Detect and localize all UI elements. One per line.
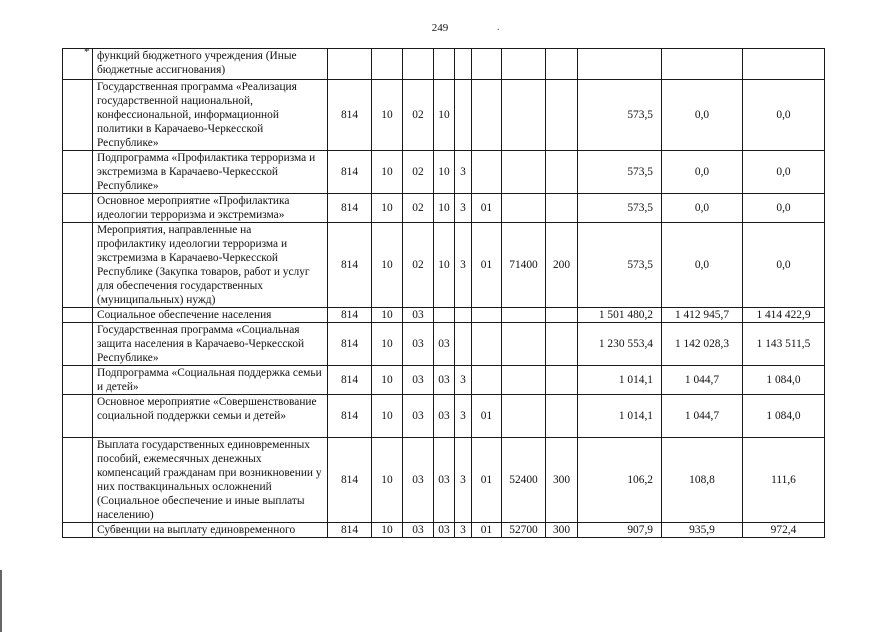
code-section: 10 bbox=[372, 194, 403, 223]
code-subsection: 03 bbox=[403, 323, 434, 366]
amount-year-3: 0,0 bbox=[743, 151, 825, 194]
table-row bbox=[63, 80, 825, 151]
amount-year-1: 1 014,1 bbox=[578, 395, 662, 438]
amount-year-2: 0,0 bbox=[662, 80, 743, 151]
code-activity: 01 bbox=[472, 523, 502, 538]
code-program: 03 bbox=[434, 323, 455, 366]
amount-year-1 bbox=[578, 49, 662, 80]
table-row bbox=[63, 323, 825, 366]
amount-year-1: 106,2 bbox=[578, 438, 662, 523]
amount-year-3: 0,0 bbox=[743, 194, 825, 223]
code-program: 03 bbox=[434, 523, 455, 538]
code-program: 10 bbox=[434, 80, 455, 151]
row-name: Основное мероприятие «Совершенствование социальной поддержки семьи и детей» bbox=[93, 395, 328, 438]
code-expense-type bbox=[546, 366, 578, 395]
code-activity bbox=[472, 80, 502, 151]
amount-year-1: 1 501 480,2 bbox=[578, 308, 662, 323]
code-program: 10 bbox=[434, 194, 455, 223]
amount-year-2: 0,0 bbox=[662, 151, 743, 194]
margin-cell bbox=[63, 395, 93, 438]
page-number: 249 bbox=[431, 22, 449, 34]
code-section: 10 bbox=[372, 366, 403, 395]
code-activity bbox=[472, 49, 502, 80]
code-subsection: 02 bbox=[403, 194, 434, 223]
code-ministry bbox=[328, 49, 372, 80]
code-program bbox=[434, 308, 455, 323]
code-expense-type bbox=[546, 395, 578, 438]
amount-year-2: 1 044,7 bbox=[662, 395, 743, 438]
amount-year-3: 0,0 bbox=[743, 80, 825, 151]
code-direction bbox=[502, 366, 546, 395]
table-row bbox=[63, 523, 825, 538]
code-subsection: 03 bbox=[403, 366, 434, 395]
amount-year-3: 1 414 422,9 bbox=[743, 308, 825, 323]
amount-year-2: 935,9 bbox=[662, 523, 743, 538]
code-subsection: 02 bbox=[403, 151, 434, 194]
code-ministry: 814 bbox=[328, 194, 372, 223]
code-direction bbox=[502, 323, 546, 366]
code-subprogram bbox=[455, 308, 472, 323]
code-activity: 01 bbox=[472, 438, 502, 523]
table-row bbox=[63, 49, 825, 80]
row-name: функций бюджетного учреждения (Иные бюджетные ассигнования) bbox=[93, 49, 328, 80]
code-section: 10 bbox=[372, 223, 403, 308]
code-expense-type bbox=[546, 80, 578, 151]
table-row bbox=[63, 366, 825, 395]
amount-year-2: 108,8 bbox=[662, 438, 743, 523]
code-activity bbox=[472, 151, 502, 194]
code-subprogram bbox=[455, 323, 472, 366]
code-activity bbox=[472, 308, 502, 323]
code-ministry: 814 bbox=[328, 308, 372, 323]
amount-year-3: 1 143 511,5 bbox=[743, 323, 825, 366]
code-section bbox=[372, 49, 403, 80]
code-ministry: 814 bbox=[328, 323, 372, 366]
code-section: 10 bbox=[372, 80, 403, 151]
code-section: 10 bbox=[372, 308, 403, 323]
code-expense-type bbox=[546, 194, 578, 223]
code-activity bbox=[472, 323, 502, 366]
margin-cell bbox=[63, 223, 93, 308]
code-direction bbox=[502, 80, 546, 151]
amount-year-1: 573,5 bbox=[578, 223, 662, 308]
row-name: Выплата государственных единовременных пособий, ежемесячных денежных компенсаций гражданам при возникновении у них поствакцинальных осложнений (Социальное обеспечение и иные выплаты населению) bbox=[93, 438, 328, 523]
row-name: Государственная программа «Реализация государственной национальной, конфессиональной, информационной политики в Карачаево-Черкесской Республике» bbox=[93, 80, 328, 151]
amount-year-1: 1 230 553,4 bbox=[578, 323, 662, 366]
margin-cell bbox=[63, 194, 93, 223]
table-row bbox=[63, 308, 825, 323]
amount-year-3 bbox=[743, 49, 825, 80]
code-direction bbox=[502, 151, 546, 194]
code-direction: 52400 bbox=[502, 438, 546, 523]
row-name: Подпрограмма «Профилактика терроризма и экстремизма в Карачаево-Черкесской Республике» bbox=[93, 151, 328, 194]
code-program: 03 bbox=[434, 366, 455, 395]
margin-cell bbox=[63, 49, 93, 80]
code-direction bbox=[502, 395, 546, 438]
code-ministry: 814 bbox=[328, 80, 372, 151]
table-row bbox=[63, 194, 825, 223]
code-subprogram: 3 bbox=[455, 366, 472, 395]
code-program bbox=[434, 49, 455, 80]
budget-table bbox=[62, 48, 825, 538]
code-ministry: 814 bbox=[328, 395, 372, 438]
code-ministry: 814 bbox=[328, 223, 372, 308]
amount-year-2 bbox=[662, 49, 743, 80]
code-program: 03 bbox=[434, 395, 455, 438]
amount-year-2: 0,0 bbox=[662, 223, 743, 308]
code-section: 10 bbox=[372, 438, 403, 523]
code-activity: 01 bbox=[472, 395, 502, 438]
code-expense-type: 300 bbox=[546, 523, 578, 538]
code-subsection: 03 bbox=[403, 438, 434, 523]
table-row bbox=[63, 395, 825, 438]
stray-mark: . bbox=[497, 22, 500, 33]
code-subprogram: 3 bbox=[455, 223, 472, 308]
code-direction bbox=[502, 49, 546, 80]
code-activity bbox=[472, 366, 502, 395]
code-subsection bbox=[403, 49, 434, 80]
amount-year-1: 573,5 bbox=[578, 80, 662, 151]
code-ministry: 814 bbox=[328, 151, 372, 194]
amount-year-1: 573,5 bbox=[578, 151, 662, 194]
margin-cell bbox=[63, 80, 93, 151]
row-name: Основное мероприятие «Профилактика идеологии терроризма и экстремизма» bbox=[93, 194, 328, 223]
code-ministry: 814 bbox=[328, 523, 372, 538]
amount-year-1: 573,5 bbox=[578, 194, 662, 223]
row-name: Государственная программа «Социальная защита населения в Карачаево-Черкесской Республике» bbox=[93, 323, 328, 366]
margin-cell bbox=[63, 523, 93, 538]
code-expense-type: 300 bbox=[546, 438, 578, 523]
code-activity: 01 bbox=[472, 194, 502, 223]
code-subprogram: 3 bbox=[455, 151, 472, 194]
code-section: 10 bbox=[372, 323, 403, 366]
code-section: 10 bbox=[372, 395, 403, 438]
code-subsection: 03 bbox=[403, 395, 434, 438]
code-direction: 52700 bbox=[502, 523, 546, 538]
code-subprogram bbox=[455, 80, 472, 151]
code-subprogram: 3 bbox=[455, 438, 472, 523]
code-subprogram: 3 bbox=[455, 194, 472, 223]
amount-year-3: 972,4 bbox=[743, 523, 825, 538]
code-subprogram: 3 bbox=[455, 395, 472, 438]
code-expense-type bbox=[546, 151, 578, 194]
amount-year-2: 0,0 bbox=[662, 194, 743, 223]
code-expense-type: 200 bbox=[546, 223, 578, 308]
scan-edge-line bbox=[0, 570, 2, 632]
row-name: Субвенции на выплату единовременного bbox=[93, 523, 328, 538]
margin-cell bbox=[63, 366, 93, 395]
code-program: 10 bbox=[434, 151, 455, 194]
amount-year-3: 0,0 bbox=[743, 223, 825, 308]
row-name: Мероприятия, направленные на профилактику идеологии терроризма и экстремизма в Карачаево-Черкесской Республике (Закупка товаров, работ и услуг для обеспечения государственных (муниципальных) нужд) bbox=[93, 223, 328, 308]
code-subsection: 03 bbox=[403, 308, 434, 323]
table-row bbox=[63, 438, 825, 523]
code-subsection: 03 bbox=[403, 523, 434, 538]
margin-cell bbox=[63, 438, 93, 523]
row-name: Социальное обеспечение населения bbox=[93, 308, 328, 323]
amount-year-1: 907,9 bbox=[578, 523, 662, 538]
code-direction bbox=[502, 194, 546, 223]
code-expense-type bbox=[546, 308, 578, 323]
amount-year-2: 1 044,7 bbox=[662, 366, 743, 395]
table-row bbox=[63, 151, 825, 194]
code-activity: 01 bbox=[472, 223, 502, 308]
code-expense-type bbox=[546, 323, 578, 366]
amount-year-1: 1 014,1 bbox=[578, 366, 662, 395]
code-subsection: 02 bbox=[403, 223, 434, 308]
amount-year-3: 111,6 bbox=[743, 438, 825, 523]
code-ministry: 814 bbox=[328, 438, 372, 523]
code-subprogram: 3 bbox=[455, 523, 472, 538]
code-subprogram bbox=[455, 49, 472, 80]
code-subsection: 02 bbox=[403, 80, 434, 151]
amount-year-2: 1 142 028,3 bbox=[662, 323, 743, 366]
code-section: 10 bbox=[372, 523, 403, 538]
code-program: 10 bbox=[434, 223, 455, 308]
code-direction bbox=[502, 308, 546, 323]
code-ministry: 814 bbox=[328, 366, 372, 395]
code-direction: 71400 bbox=[502, 223, 546, 308]
code-expense-type bbox=[546, 49, 578, 80]
amount-year-3: 1 084,0 bbox=[743, 366, 825, 395]
amount-year-2: 1 412 945,7 bbox=[662, 308, 743, 323]
margin-cell bbox=[63, 151, 93, 194]
margin-cell bbox=[63, 323, 93, 366]
margin-cell bbox=[63, 308, 93, 323]
amount-year-3: 1 084,0 bbox=[743, 395, 825, 438]
margin-mark: * bbox=[84, 46, 90, 58]
code-program: 03 bbox=[434, 438, 455, 523]
code-section: 10 bbox=[372, 151, 403, 194]
row-name: Подпрограмма «Социальная поддержка семьи и детей» bbox=[93, 366, 328, 395]
table-row bbox=[63, 223, 825, 308]
